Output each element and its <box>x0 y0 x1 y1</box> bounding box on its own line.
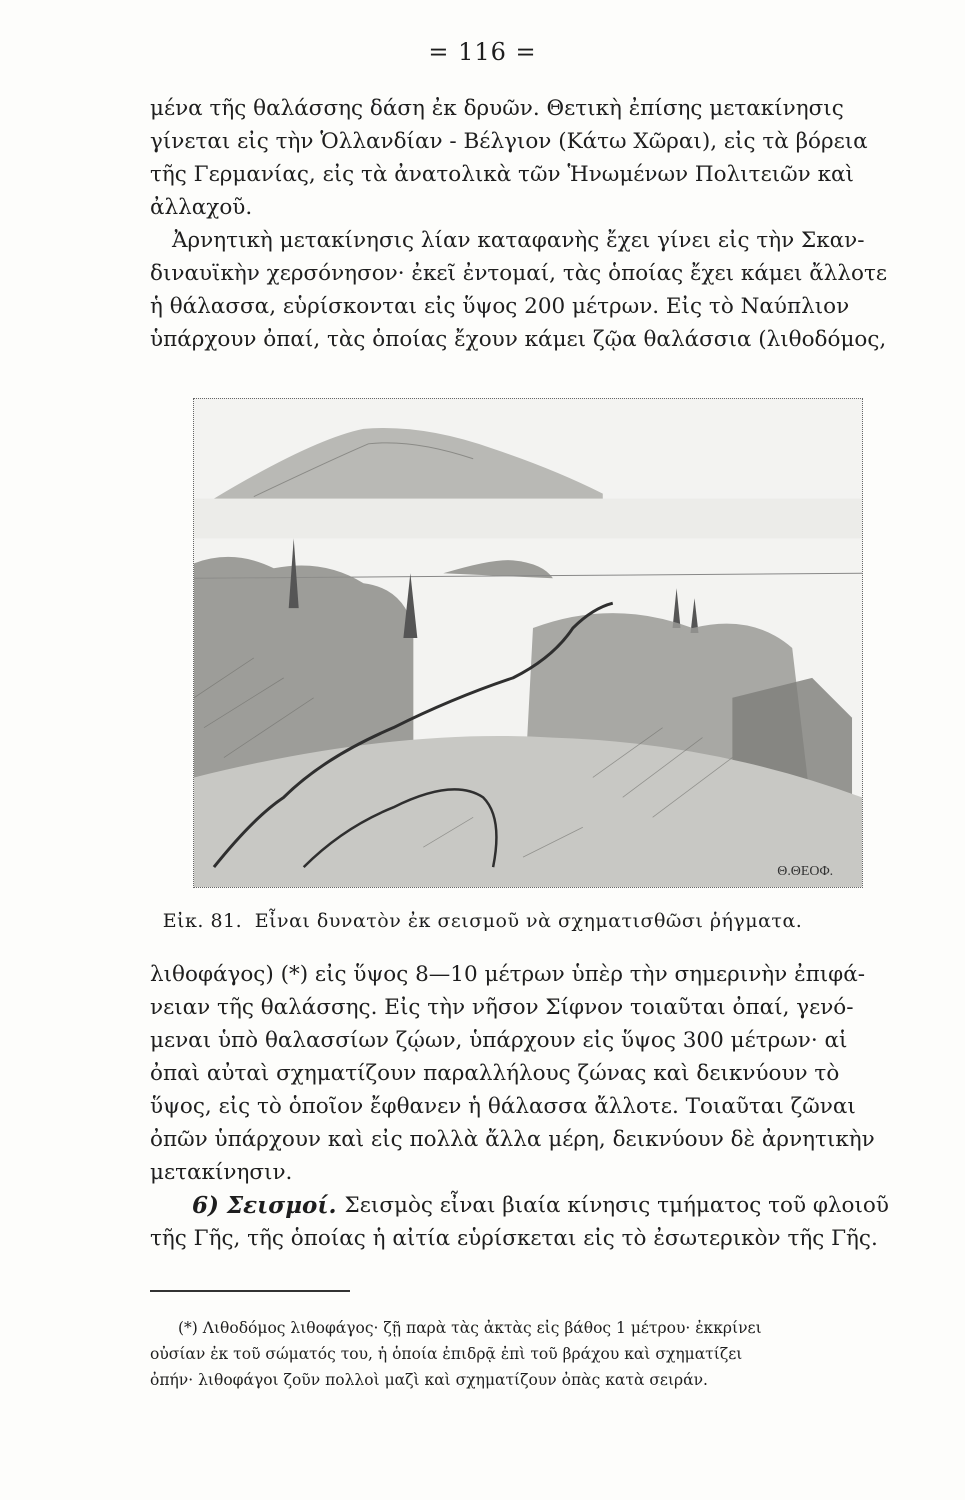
top-text <box>150 92 915 356</box>
text-line: γίνεται εἰς τὴν Ὁλλανδίαν - Βέλγιον (Κάτω Χῶραι), εἰς τὰ βόρεια <box>150 129 868 154</box>
footnote <box>150 1315 915 1393</box>
text-line: ὕψος, εἰς τὸ ὁποῖον ἔφθανεν ἡ θάλασσα ἄλλοτε. Τοιαῦται ζῶναι <box>150 1094 856 1119</box>
text-line: ὀπαὶ αὐταὶ σχηματίζουν παραλλήλους ζώνας καὶ δεικνύουν τὸ <box>150 1061 840 1086</box>
text-line: ἡ θάλασσα, εὑρίσκονται εἰς ὕψος 200 μέτρων. Εἰς τὸ Ναύπλιον <box>150 294 850 319</box>
text-line: μετακίνησιν. <box>150 1160 293 1185</box>
landscape-drawing <box>194 399 862 887</box>
text-line: Ἀρνητικὴ μετακίνησις λίαν καταφανὴς ἔχει γίνει εἰς τὴν Σκαν- <box>172 228 865 253</box>
section-heading: 6) Σεισμοί. <box>192 1192 337 1219</box>
artist-signature: Θ.ΘΕΟΦ. <box>777 864 834 880</box>
text-line: ὑπάρχουν ὀπαί, τὰς ὁποίας ἔχουν κάμει ζῷα θαλάσσια (λιθοδόμος, <box>150 327 887 352</box>
text-line: ἀλλαχοῦ. <box>150 195 253 220</box>
footnote-divider <box>150 1290 350 1292</box>
continued-text <box>150 958 915 1255</box>
page-number: = 116 = <box>428 38 537 66</box>
caption-prefix: Εἰκ. 81. <box>162 910 243 932</box>
text-line: τῆς Γῆς, τῆς ὁποίας ἡ αἰτία εὑρίσκεται εἰς τὸ ἐσωτερικὸν τῆς Γῆς. <box>150 1226 878 1251</box>
text-line: νειαν τῆς θαλάσσης. Εἰς τὴν νῆσον Σίφνον τοιαῦται ὀπαί, γενό- <box>150 995 854 1020</box>
text-line: ὀπῶν ὑπάρχουν καὶ εἰς πολλὰ ἄλλα μέρη, δεικνύουν δὲ ἀρνητικὴν <box>150 1127 875 1152</box>
text-line: λιθοφάγος) (*) εἰς ὕψος 8—10 μέτρων ὑπὲρ τὴν σημερινὴν ἐπιφά- <box>150 962 866 987</box>
footnote-line: (*) Λιθοδόμος λιθοφάγος· ζῇ παρὰ τὰς ἀκτὰς εἰς βάθος 1 μέτρου· ἐκκρίνει <box>178 1319 762 1337</box>
text-line: τῆς Γερμανίας, εἰς τὰ ἀνατολικὰ τῶν Ἡνωμένων Πολιτειῶν καὶ <box>150 162 854 187</box>
footnote-line: ὀπήν· λιθοφάγοι ζοῦν πολλοὶ μαζὶ καὶ σχηματίζουν ὀπὰς κατὰ σειράν. <box>150 1371 708 1389</box>
text-line: διναυϊκὴν χερσόνησον· ἐκεῖ ἐντομαί, τὰς ὁποίας ἔχει κάμει ἄλλοτε <box>150 261 888 286</box>
footnote-line: οὐσίαν ἐκ τοῦ σώματός του, ἡ ὁποία ἐπιδρᾷ ἐπὶ τοῦ βράχου καὶ σχηματίζει <box>150 1345 743 1363</box>
caption-text: Εἶναι δυνατὸν ἐκ σεισμοῦ νὰ σχηματισθῶσι ῥήγματα. <box>254 910 803 932</box>
text-line: μεναι ὑπὸ θαλασσίων ζῴων, ὑπάρχουν εἰς ὕψος 300 μέτρων· αἱ <box>150 1028 848 1053</box>
section-first-line <box>150 1189 915 1222</box>
earthquake-illustration <box>193 398 863 888</box>
section-text: Σεισμὸς εἶναι βιαία κίνησις τμήματος τοῦ φλοιοῦ <box>344 1193 889 1218</box>
figure-caption <box>0 910 965 932</box>
text-line: μένα τῆς θαλάσσης δάση ἐκ δρυῶν. Θετικὴ ἐπίσης μετακίνησις <box>150 96 844 121</box>
